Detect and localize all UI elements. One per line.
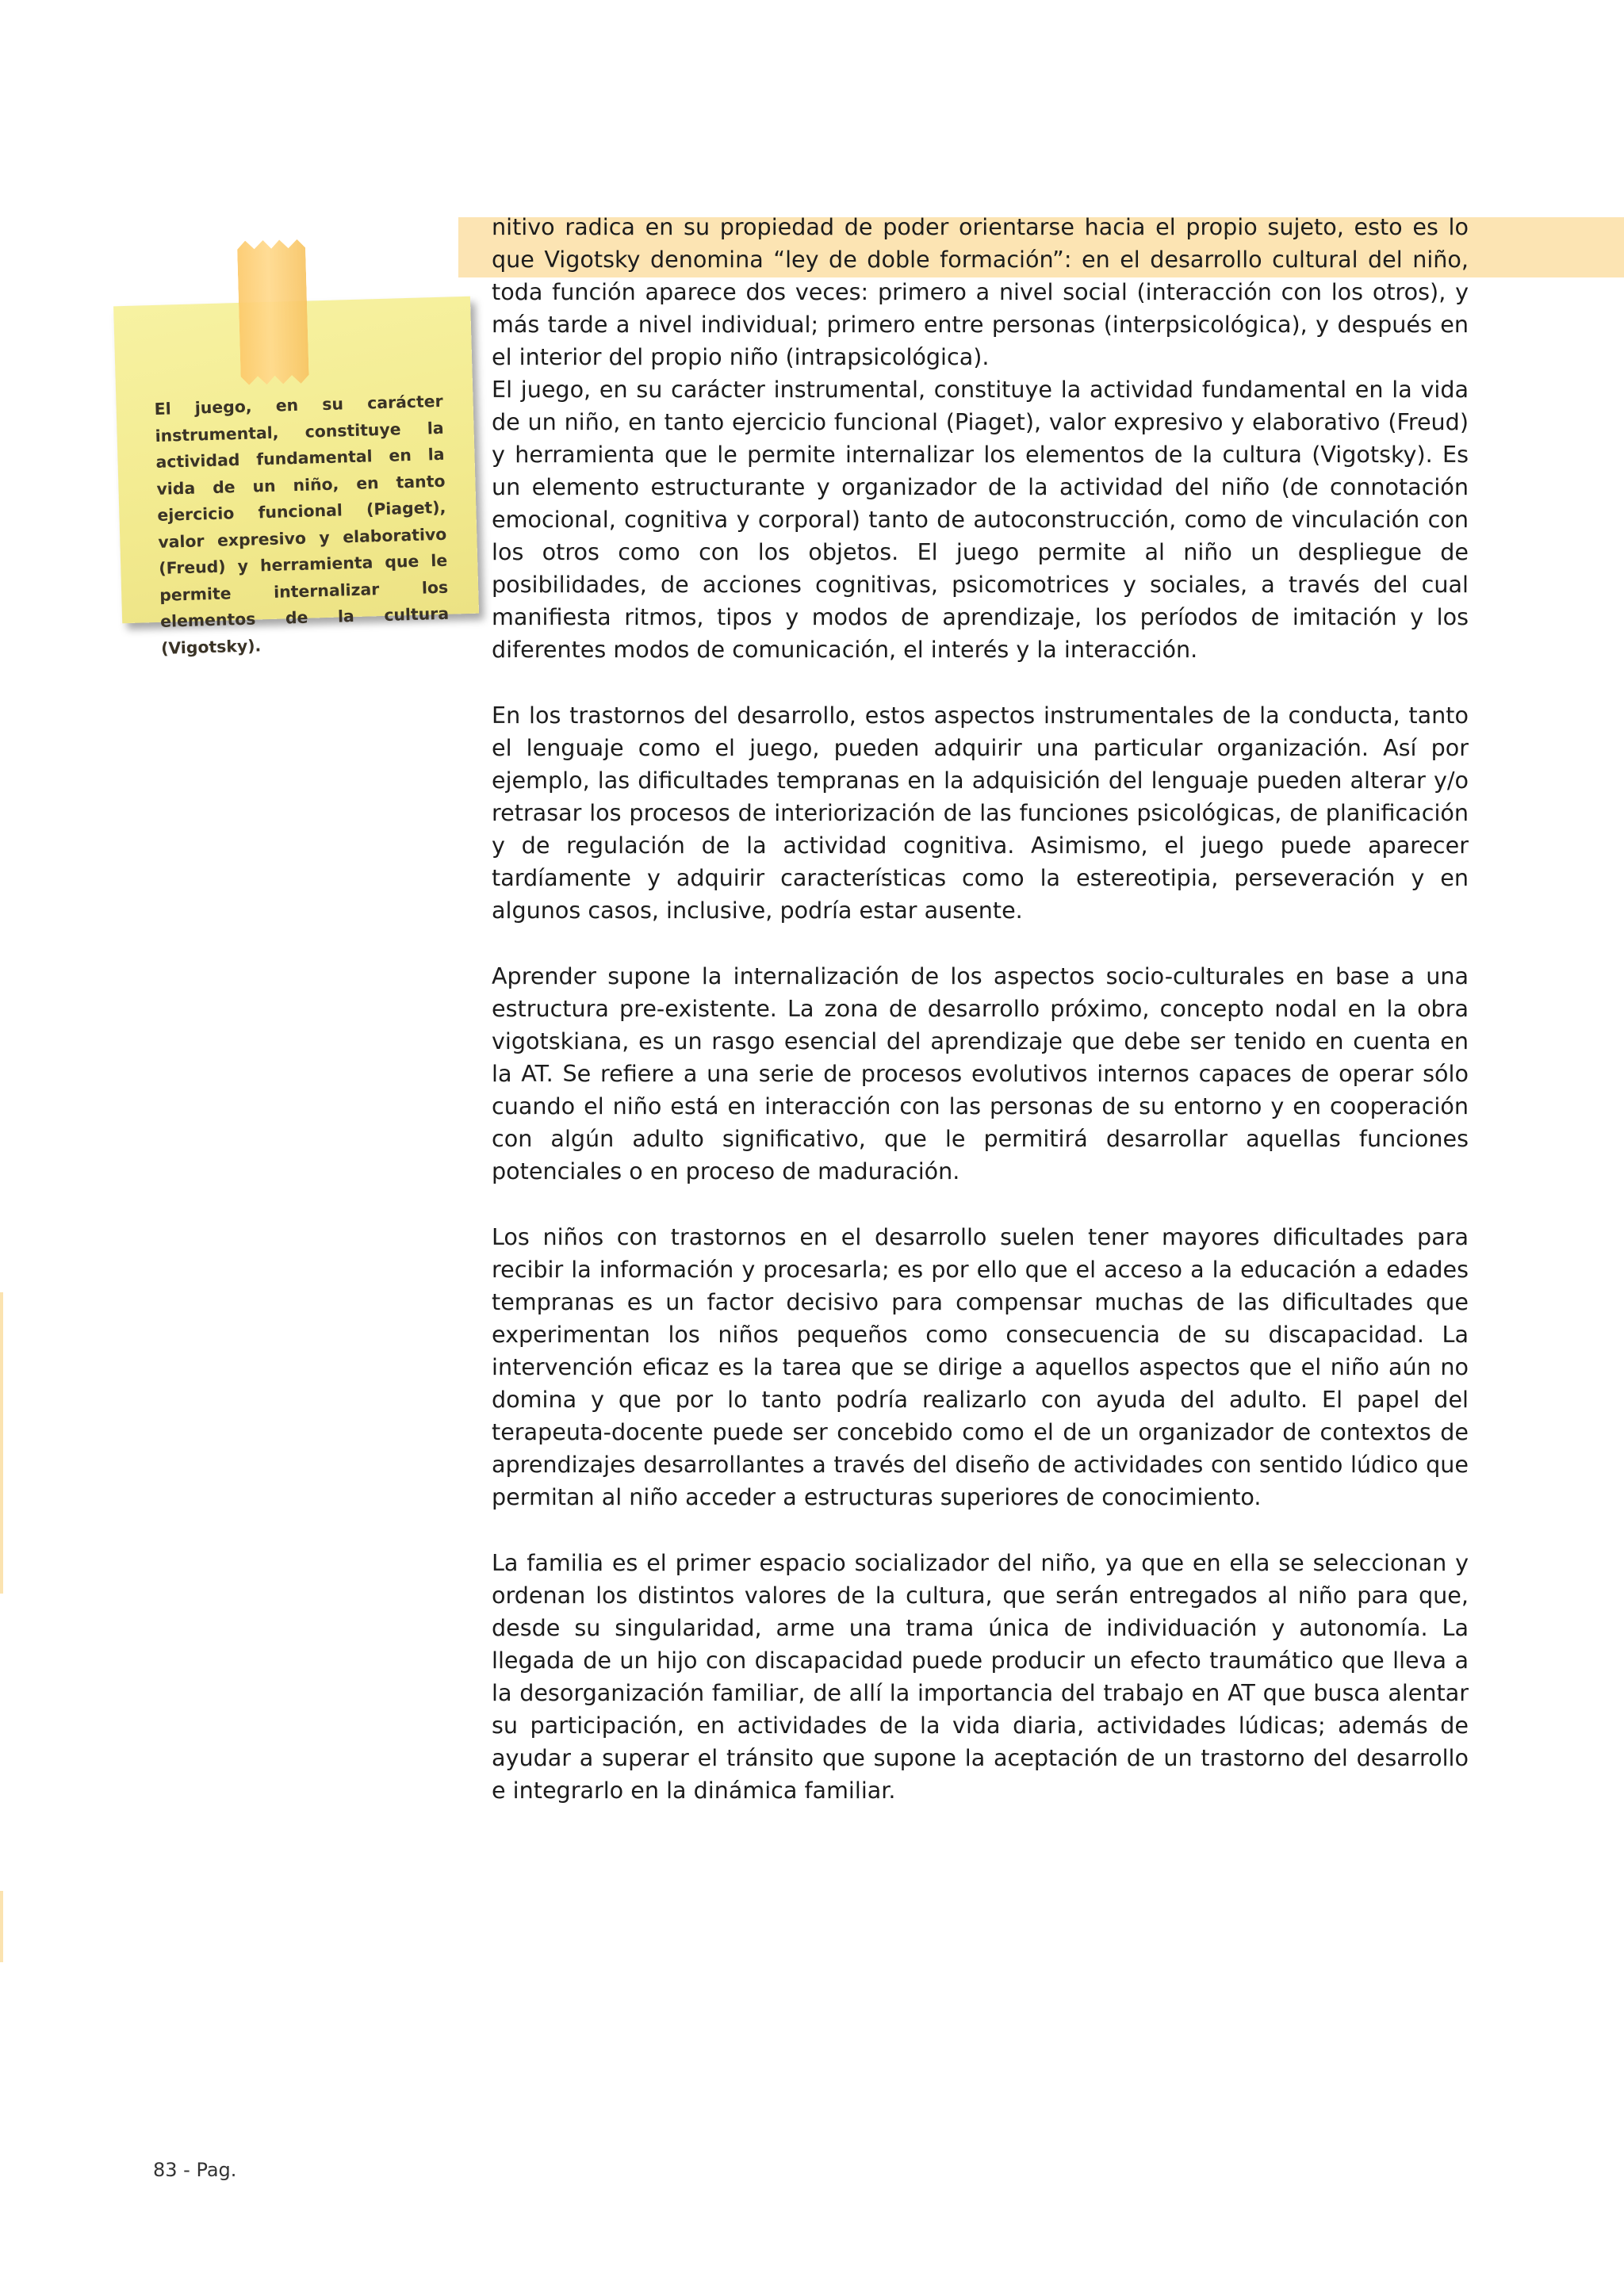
- body-paragraph: nitivo radica en su propiedad de poder orientarse hacia el propio sujeto, esto es lo que Vigotsky denomina “ley de doble formación”: en el desarrollo cultural del niño, toda función aparece dos veces: primero a nivel social (interacción con los otros), y más tarde a nivel individual; primero entre personas (interpsicológica), y después en el interior del propio niño (intrapsicológica).: [492, 213, 1469, 370]
- body-paragraph: El juego, en su carácter instrumental, constituye la actividad fundamental en la vida de un niño, en tanto ejercicio funcional (Piaget), valor expresivo y elaborativo (Freud) y herramienta que le permite internalizar los elementos de la cultura (Vigotsky). Es un elemento estructurante y organizador de la actividad del niño (de connotación emocional, cognitiva y corporal) tanto de autoconstrucción, como de vinculación con los otros como con los objetos. El juego permite al niño un despliegue de posibilidades, de acciones cognitivas, psicomotrices y sociales, a través del cual manifiesta ritmos, tipos y modos de aprendizaje, los períodos de imitación y los diferentes modos de comunicación, el interés y la interacción.: [492, 376, 1469, 663]
- page-number: 83 - Pag.: [153, 2159, 237, 2181]
- body-paragraph: Aprender supone la internalización de los aspectos socio-culturales en base a una estructura pre-existente. La zona de desarrollo próximo, concepto nodal en la obra vigotskiana, es un rasgo esencial del aprendizaje que debe ser tenido en cuenta en la AT. Se refiere a una serie de procesos evolutivos internos capaces de operar sólo cuando el niño está en interacción con las personas de su entorno y en cooperación con algún adulto significativo, que le permitirá desarrollar aquellas funciones potenciales o en proceso de maduración.: [492, 962, 1469, 1184]
- edge-marker: [0, 1891, 3, 1962]
- body-paragraph: Los niños con trastornos en el desarrollo suelen tener mayores dificultades para recibir la información y procesarla; es por ello que el acceso a la educación a edades tempranas es un factor decisivo para compensar muchas de las dificultades que experimentan los niños pequeños como consecuencia de su discapacidad. La intervención eficaz es la tarea que se dirige a aquellos aspectos que el niño aún no domina y que por lo tanto podría realizarlo con ayuda del adulto. El papel del terapeuta-docente puede ser concebido como el de un organizador de contextos de aprendizajes desarrollantes a través del diseño de actividades con sentido lúdico que permitan al niño acceder a estructuras superiores de conocimiento.: [492, 1223, 1469, 1510]
- main-text-column: [492, 211, 1469, 1840]
- tape-icon: [237, 239, 309, 385]
- body-paragraph: En los trastornos del desarrollo, estos aspectos instrumentales de la conducta, tanto el lenguaje como el juego, pueden adquirir una particular organización. Así por ejemplo, las dificultades tempranas en la adquisición del lenguaje pueden alterar y/o retrasar los procesos de interiorización de las funciones psicológicas, de planificación y de regulación de la actividad cognitiva. Asimismo, el juego puede aparecer tardíamente y adquirir características como la estereotipia, perseveración y en algunos casos, inclusive, podría estar ausente.: [492, 702, 1469, 924]
- sidebar-note: [113, 265, 479, 658]
- edge-marker: [0, 1292, 3, 1594]
- sidebar-note-text: El juego, en su carácter instrumental, constituye la actividad fundamental en la vida de un niño, en tanto ejercicio funcional (Piaget), valor expresivo y elaborativo (Freud) y herramienta que le permite internalizar los elementos de la cultura (Vigotsky).: [154, 391, 450, 658]
- body-paragraph: La familia es el primer espacio socializador del niño, ya que en ella se seleccionan y ordenan los distintos valores de la cultura, que serán entregados al niño para que, desde su singularidad, arme una trama única de individuación y autonomía. La llegada de un hijo con discapacidad puede producir un efecto traumático que lleva a la desorganización familiar, de allí la importancia del trabajo en AT que busca alentar su participación, en actividades de la vida diaria, actividades lúdicas; además de ayudar a superar el tránsito que supone la aceptación de un trastorno del desarrollo e integrarlo en la dinámica familiar.: [492, 1549, 1469, 1804]
